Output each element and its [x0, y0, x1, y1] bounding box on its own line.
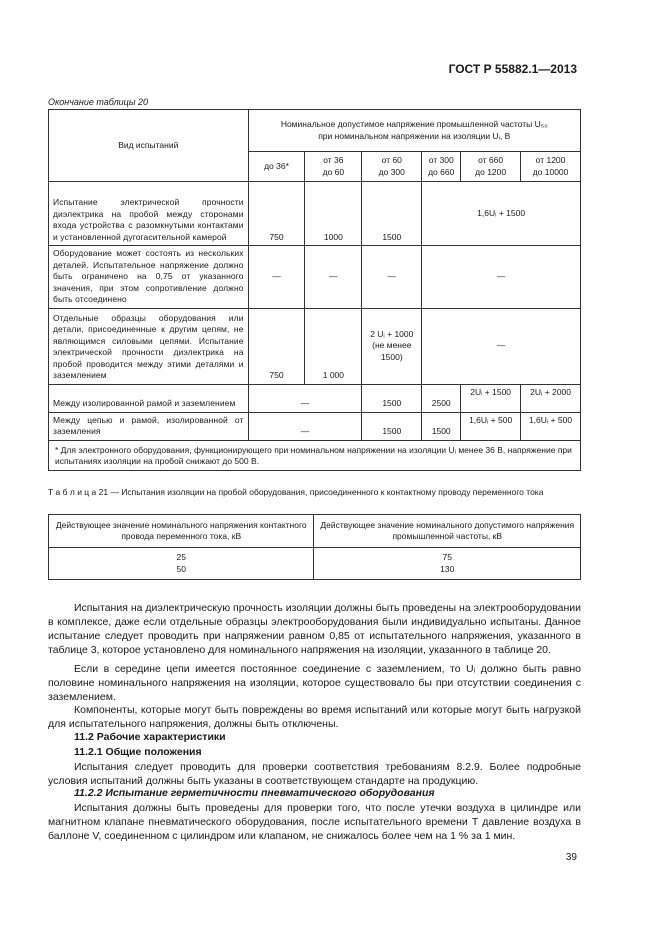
row-2-v1: —: [248, 246, 305, 309]
row-1-v1: 750: [248, 182, 305, 246]
row-2-desc: Оборудование может состоять из нескольких деталей. Испытательное напряжение должно быть ограничено на 0,75 от указанного значения, при этом сопротивление должно быть отсоединено: [49, 246, 249, 309]
table-21-col1-values: 25 50: [49, 548, 314, 580]
row-4-v12: —: [248, 384, 362, 412]
paragraph-4: Испытания следует проводить для проверки соответствия требованиям 8.2.9. Более подробные условия испытаний должны быть указаны в соответствующем стандарте на продукцию.: [48, 761, 581, 787]
table-20-footnote: * Для электронного оборудования, функционирующего при номинальном напряжении на изоляции Uᵢ менее 36 В, напряжение при испытаниях изоляции на пробой снижают до 500 В.: [49, 440, 581, 470]
row-4-v5: 2Uᵢ + 1500: [461, 384, 521, 412]
table-21-col2-values: 75 130: [314, 548, 581, 580]
row-3-v1: 750: [248, 308, 305, 384]
row-1-desc: Испытание электрической прочности диэлектрика на пробой между сторонами входа устройства с разомкнутыми контактами и установленной дугогасительной камерой: [49, 182, 249, 246]
voltage-col-1: до 36*: [248, 152, 305, 182]
voltage-col-3: от 60 до 300: [362, 152, 422, 182]
row-1-merged: 1,6Uᵢ + 1500: [422, 182, 581, 246]
table-21-col1-header: Действующее значение номинального напряжения контактного провода переменного тока, кВ: [49, 515, 314, 548]
table-21: [48, 514, 581, 580]
row-5-v4: 1500: [422, 412, 461, 440]
row-3-v2: 1 000: [305, 308, 362, 384]
row-5-v3: 1500: [362, 412, 422, 440]
row-5-v5: 1,6Uᵢ + 500: [461, 412, 521, 440]
col-voltage-header-line2: при номинальном напряжении на изоляции Uᵢ, В: [318, 130, 511, 141]
row-2-merged: —: [422, 246, 581, 309]
voltage-col-2: от 36 до 60: [305, 152, 362, 182]
paragraph-5: Испытания должны быть проведены для проверки того, что после утечки воздуха в цилиндре или магнитном клапане пневматического оборудования, после испытательного времени T давление воздуха в баллоне V, соединенном с цилиндром или клапаном, не снижалось более чем на 1 % за 1 мин.: [48, 802, 581, 842]
row-2-v2: —: [305, 246, 362, 309]
standard-header: ГОСТ Р 55882.1—2013: [448, 62, 577, 76]
voltage-col-4: от 300 до 660: [422, 152, 461, 182]
table-continuation-caption: Окончание таблицы 20: [48, 97, 148, 107]
row-4-v4: 2500: [422, 384, 461, 412]
row-2-v3: —: [362, 246, 422, 309]
row-1-v3: 1500: [362, 182, 422, 246]
paragraph-2: Если в середине цепи имеется постоянное соединение с заземлением, то Uᵢ должно быть равно половине номинального напряжения на изоляции, которое существовало бы при отсутствии соединения с заземлением.: [48, 663, 581, 703]
heading-11-2-2: 11.2.2 Испытание герметичности пневматического оборудования: [74, 787, 435, 799]
row-5-v12: —: [248, 412, 362, 440]
row-4-desc: Между изолированной рамой и заземлением: [49, 384, 249, 412]
page-number: 39: [565, 852, 577, 863]
row-3-v3: 2 Uᵢ + 1000 (не менее 1500): [362, 308, 422, 384]
col-voltage-header-line1: Номинальное допустимое напряжение промышленной частоты U₅₀: [280, 119, 548, 129]
voltage-col-6: от 1200 до 10000: [521, 152, 581, 182]
table-20: [48, 109, 581, 471]
row-5-desc: Между цепью и рамой, изолированной от заземления: [49, 412, 249, 440]
table-21-col2-header: Действующее значение номинального допустимого напряжения промышленной частоты, кВ: [314, 515, 581, 548]
voltage-col-5: от 660 до 1200: [461, 152, 521, 182]
row-3-merged: —: [422, 308, 581, 384]
row-3-desc: Отдельные образцы оборудования или детали, присоединенные к другим цепям, не являющимся силовыми цепями. Испытание электрической прочности диэлектрика на пробой проводится между этими деталями и заземлением: [49, 308, 249, 384]
col-test-type-header: Вид испытаний: [49, 110, 249, 182]
col-voltage-header: [248, 110, 580, 152]
row-5-v6: 1,6Uᵢ + 500: [521, 412, 581, 440]
paragraph-1: Испытания на диэлектрическую прочность изоляции должны быть проведены на электрооборудовании в комплексе, даже если отдельные образцы электрооборудования были индивидуально испытаны. Данное испытание следует проводить при напряжении равном 0,85 от испытательного напряжения, указанного в таблице 3, которое установлено для номинального напряжения на изоляции, указанного в таблице 20.: [48, 602, 581, 656]
paragraph-3: Компоненты, которые могут быть повреждены во время испытаний или которые могут быть нагрузкой для испытательного напряжения, должны быть отключены.: [48, 704, 581, 730]
row-1-v2: 1000: [305, 182, 362, 246]
row-4-v6: 2Uᵢ + 2000: [521, 384, 581, 412]
row-4-v3: 1500: [362, 384, 422, 412]
heading-11-2: 11.2 Рабочие характеристики: [74, 731, 226, 743]
table-21-caption: Т а б л и ц а 21 — Испытания изоляции на пробой оборудования, присоединенного к контактному проводу переменного тока: [48, 487, 544, 497]
heading-11-2-1: 11.2.1 Общие положения: [74, 746, 202, 758]
